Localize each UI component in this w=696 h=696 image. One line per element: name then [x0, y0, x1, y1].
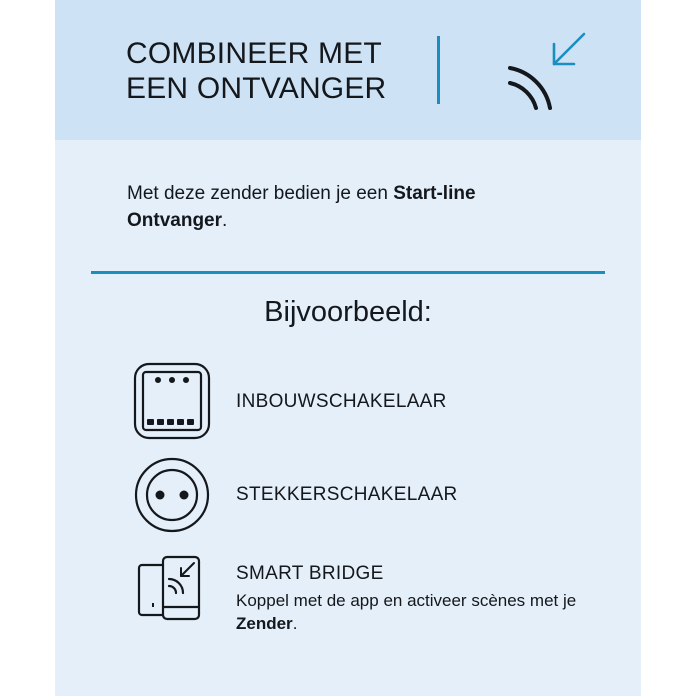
info-card: [55, 0, 641, 696]
intro-text: [127, 180, 567, 234]
example-label-flush-switch: INBOUWSCHAKELAAR: [236, 391, 447, 412]
flush-mounted-switch-icon: [133, 362, 211, 440]
receiver-signal-icon: [500, 28, 590, 118]
header-divider: [437, 36, 440, 104]
intro-text-bold: Start-line Ontvanger: [127, 183, 476, 231]
smart-bridge-desc-prefix: Koppel met de app en activeer scènes met je: [236, 591, 577, 610]
example-desc-smart-bridge: [236, 589, 616, 635]
header-banner: [55, 0, 641, 140]
smart-bridge-icon: [133, 555, 211, 633]
examples-heading: Bijvoorbeeld:: [264, 296, 432, 328]
intro-text-prefix: Met deze zender bedien je een: [127, 183, 394, 204]
smart-bridge-desc-bold: Zender: [236, 614, 293, 633]
example-label-plug-switch: STEKKERSCHAKELAAR: [236, 484, 458, 505]
intro-text-suffix: .: [222, 210, 228, 231]
example-label-smart-bridge: SMART BRIDGE: [236, 563, 384, 584]
plug-socket-icon: [133, 456, 211, 534]
section-divider: [91, 271, 605, 274]
header-title: COMBINEER MET EEN ONTVANGER: [126, 37, 387, 105]
smart-bridge-desc-suffix: .: [292, 614, 298, 633]
